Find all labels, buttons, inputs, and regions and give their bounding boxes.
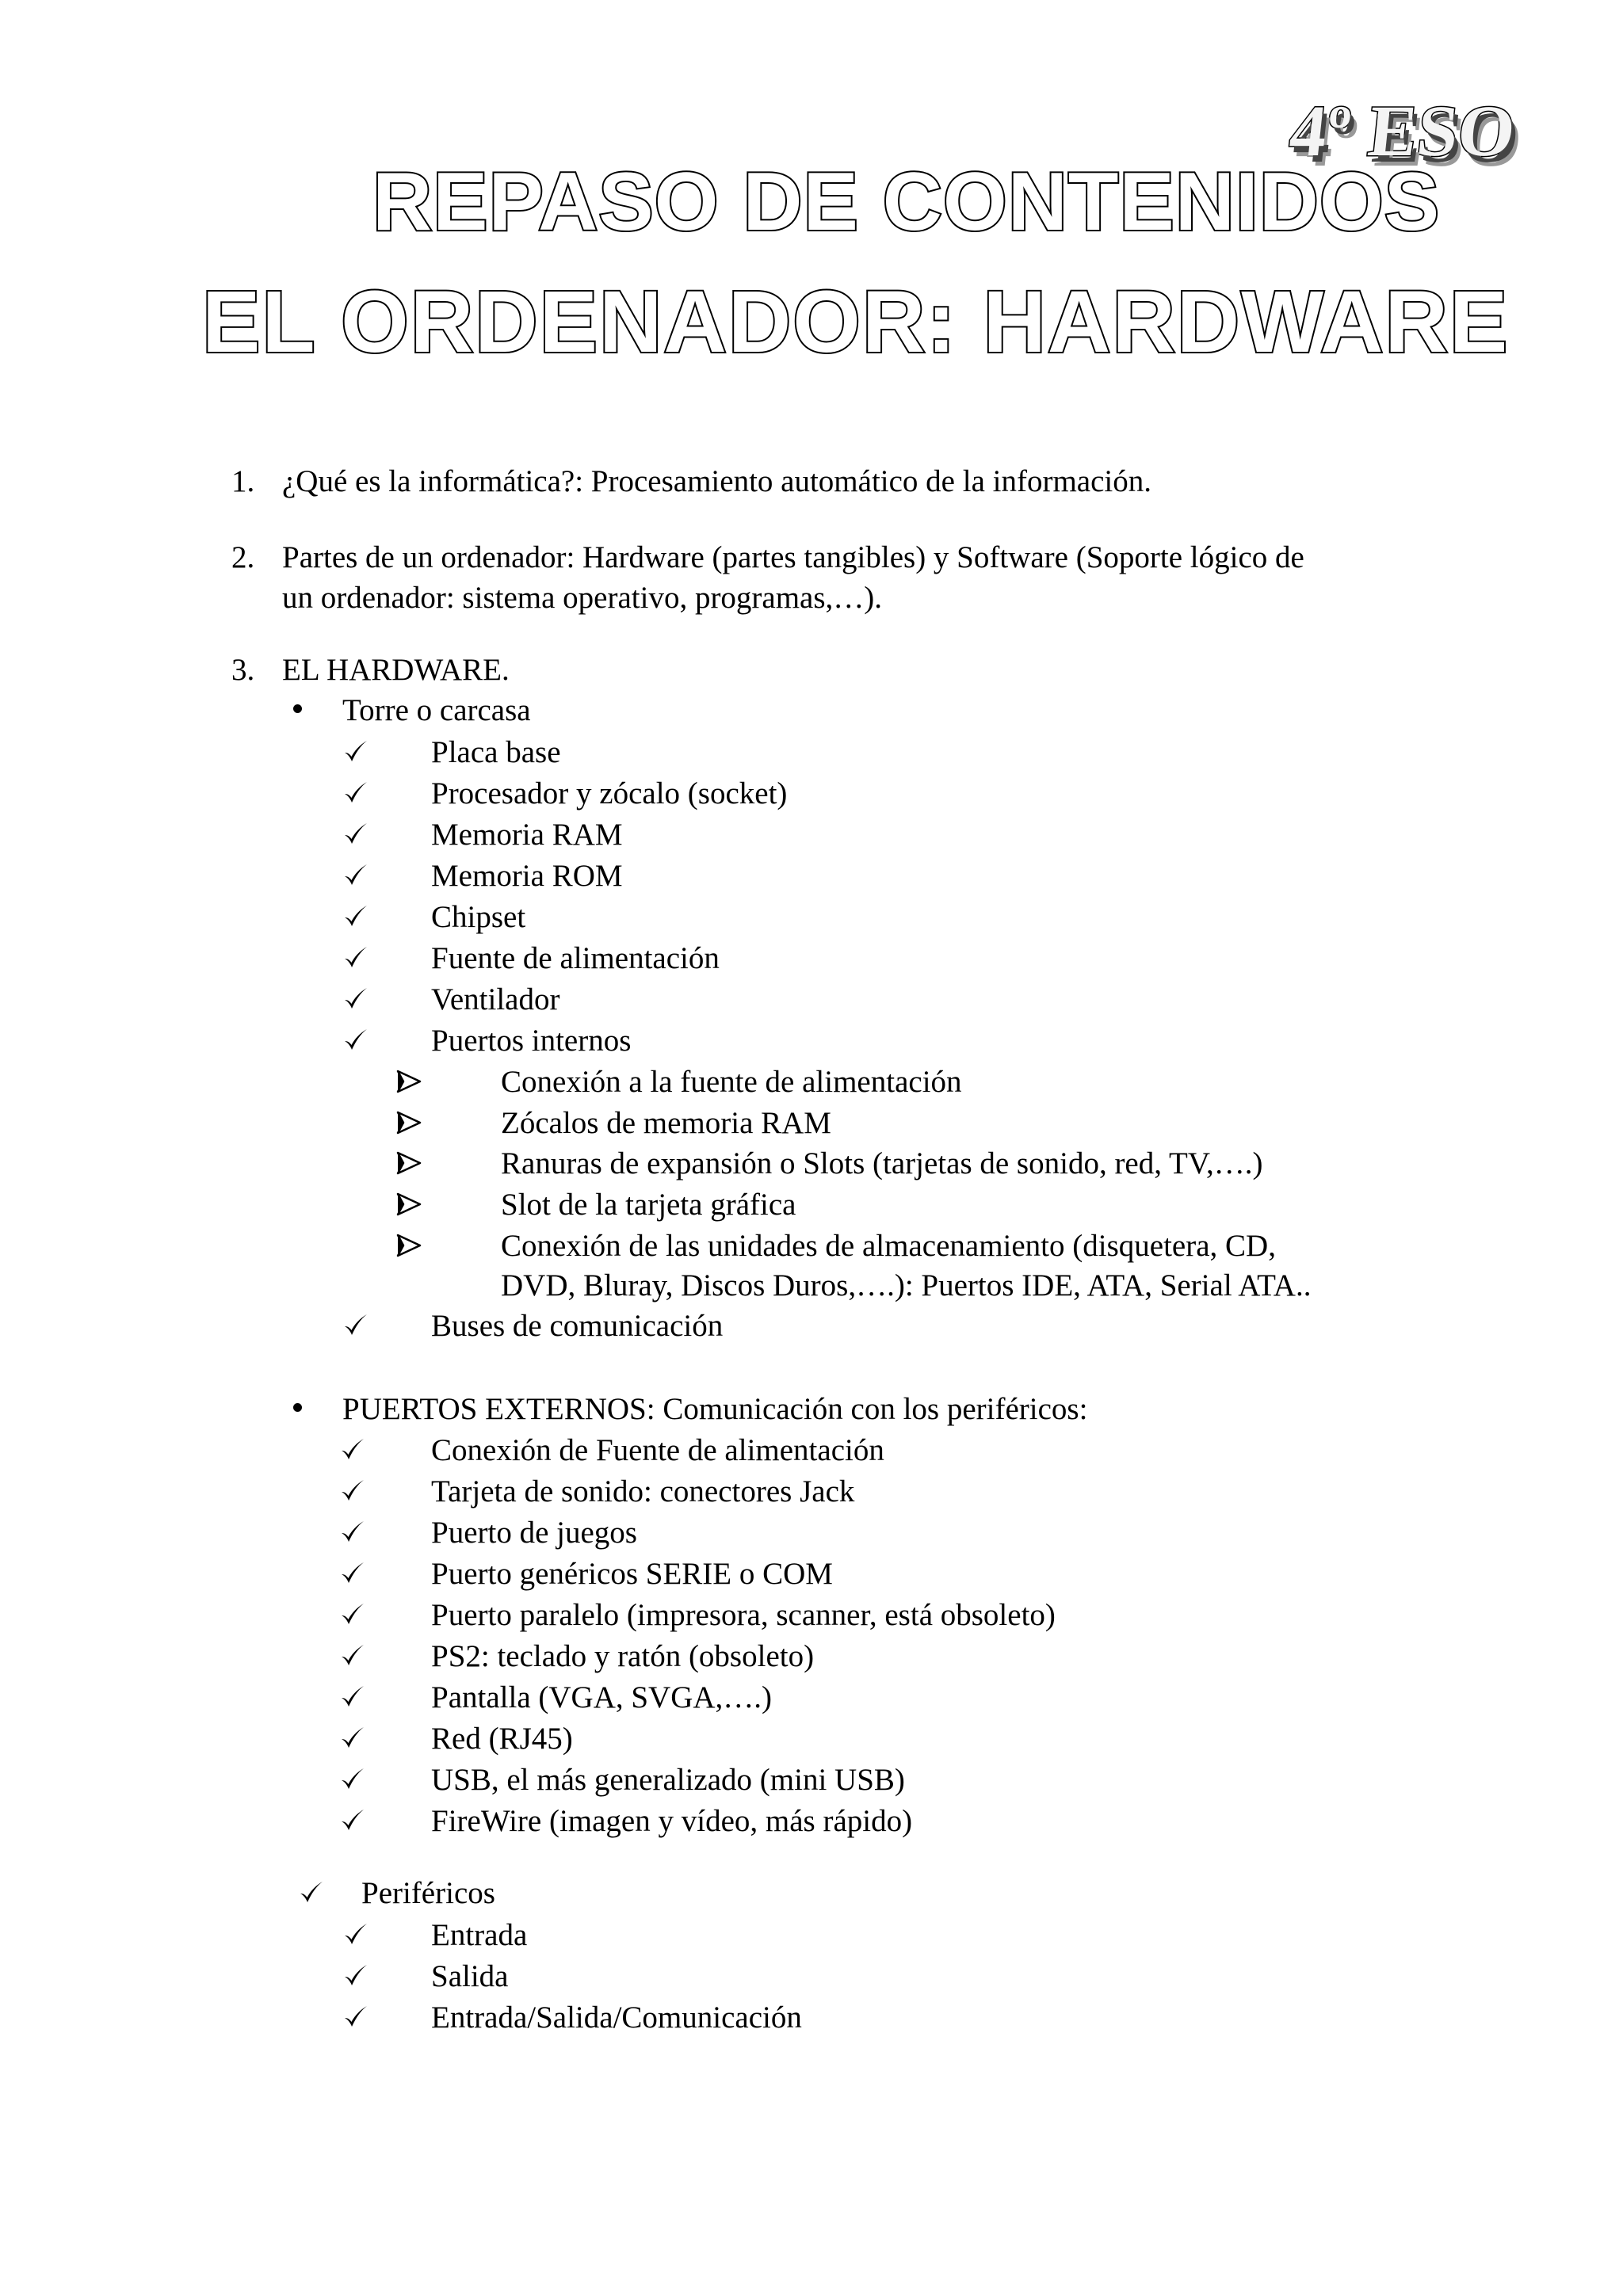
checkmark-icon [342, 903, 369, 930]
puertos-internos-item: Slot de la tarjeta gráfica [501, 1188, 796, 1222]
externos-item: Red (RJ45) [431, 1722, 573, 1756]
checkmark-icon [339, 1436, 366, 1463]
externos-item: Puerto paralelo (impresora, scanner, está obsoleto) [431, 1598, 1056, 1632]
arrowhead-icon [396, 1192, 422, 1216]
torre-item: Fuente de alimentación [431, 941, 720, 975]
title-line-2: EL ORDENADOR: HARDWARE [202, 273, 1510, 371]
checkmark-icon [342, 1962, 369, 1989]
perifericos-item: Entrada/Salida/Comunicación [431, 2000, 802, 2035]
externos-item: Conexión de Fuente de alimentación [431, 1433, 884, 1467]
checkmark-icon [339, 1642, 366, 1669]
checkmark-icon [339, 1766, 366, 1793]
checkmark-icon [342, 1921, 369, 1948]
arrowhead-icon [396, 1070, 422, 1093]
torre-item: Memoria RAM [431, 818, 623, 852]
section-3-heading: EL HARDWARE. [282, 653, 510, 687]
checkmark-icon [342, 2004, 369, 2031]
checkmark-icon [339, 1478, 366, 1505]
torre-item: Placa base [431, 735, 561, 769]
perifericos-item: Salida [431, 1959, 509, 1993]
puertos-internos-item: Conexión a la fuente de alimentación [501, 1065, 962, 1099]
checkmark-icon [342, 780, 369, 807]
section-1-text: ¿Qué es la informática?: Procesamiento automático de la información. [282, 464, 1151, 498]
bullet-dot [293, 704, 302, 713]
buses-item: Buses de comunicación [431, 1309, 724, 1343]
section-3-number: 3. [231, 653, 255, 687]
arrowhead-icon [396, 1111, 422, 1135]
checkmark-icon [339, 1601, 366, 1628]
level-badge: 4º ESO [1285, 90, 1519, 171]
torre-item: Chipset [431, 900, 526, 934]
torre-item: Puertos internos [431, 1024, 632, 1058]
checkmark-icon [339, 1560, 366, 1587]
torre-item: Procesador y zócalo (socket) [431, 776, 788, 810]
externos-label: PUERTOS EXTERNOS: Comunicación con los periféricos: [342, 1392, 1088, 1426]
puertos-internos-item: Zócalos de memoria RAM [501, 1106, 831, 1140]
checkmark-icon [342, 986, 369, 1013]
bullet-dot [293, 1403, 302, 1412]
puertos-internos-item: Conexión de las unidades de almacenamiento (disquetera, CD, [501, 1229, 1276, 1263]
checkmark-icon [339, 1519, 366, 1546]
externos-item: Pantalla (VGA, SVGA,….) [431, 1680, 773, 1714]
torre-label: Torre o carcasa [342, 693, 531, 727]
checkmark-icon [342, 1312, 369, 1339]
section-2-line-1: Partes de un ordenador: Hardware (partes tangibles) y Software (Soporte lógico de [282, 540, 1304, 574]
checkmark-icon [342, 1027, 369, 1054]
section-1-number: 1. [231, 464, 255, 498]
section-2-number: 2. [231, 540, 255, 574]
checkmark-icon [339, 1807, 366, 1834]
externos-item: Tarjeta de sonido: conectores Jack [431, 1474, 855, 1508]
puertos-internos-item: Ranuras de expansión o Slots (tarjetas de sonido, red, TV,….) [501, 1146, 1263, 1180]
arrowhead-icon [396, 1234, 422, 1257]
puertos-internos-item: DVD, Bluray, Discos Duros,….): Puertos IDE, ATA, Serial ATA.. [501, 1268, 1312, 1302]
perifericos-item: Entrada [431, 1918, 528, 1952]
externos-item: Puerto genéricos SERIE o COM [431, 1557, 833, 1591]
externos-item: PS2: teclado y ratón (obsoleto) [431, 1639, 815, 1673]
checkmark-icon [342, 738, 369, 765]
checkmark-icon [339, 1684, 366, 1711]
section-2-line-2: un ordenador: sistema operativo, programas,…). [282, 581, 883, 615]
torre-item: Memoria ROM [431, 859, 623, 893]
torre-item: Ventilador [431, 982, 560, 1016]
externos-item: Puerto de juegos [431, 1516, 637, 1550]
checkmark-icon [342, 821, 369, 848]
externos-item: FireWire (imagen y vídeo, más rápido) [431, 1804, 913, 1838]
checkmark-icon [342, 944, 369, 971]
checkmark-icon [339, 1725, 366, 1752]
checkmark-icon [298, 1879, 325, 1906]
arrowhead-icon [396, 1151, 422, 1175]
title-line-1: REPASO DE CONTENIDOS [372, 156, 1441, 248]
externos-item: USB, el más generalizado (mini USB) [431, 1763, 905, 1797]
checkmark-icon [342, 862, 369, 889]
perifericos-label: Periféricos [361, 1876, 495, 1910]
